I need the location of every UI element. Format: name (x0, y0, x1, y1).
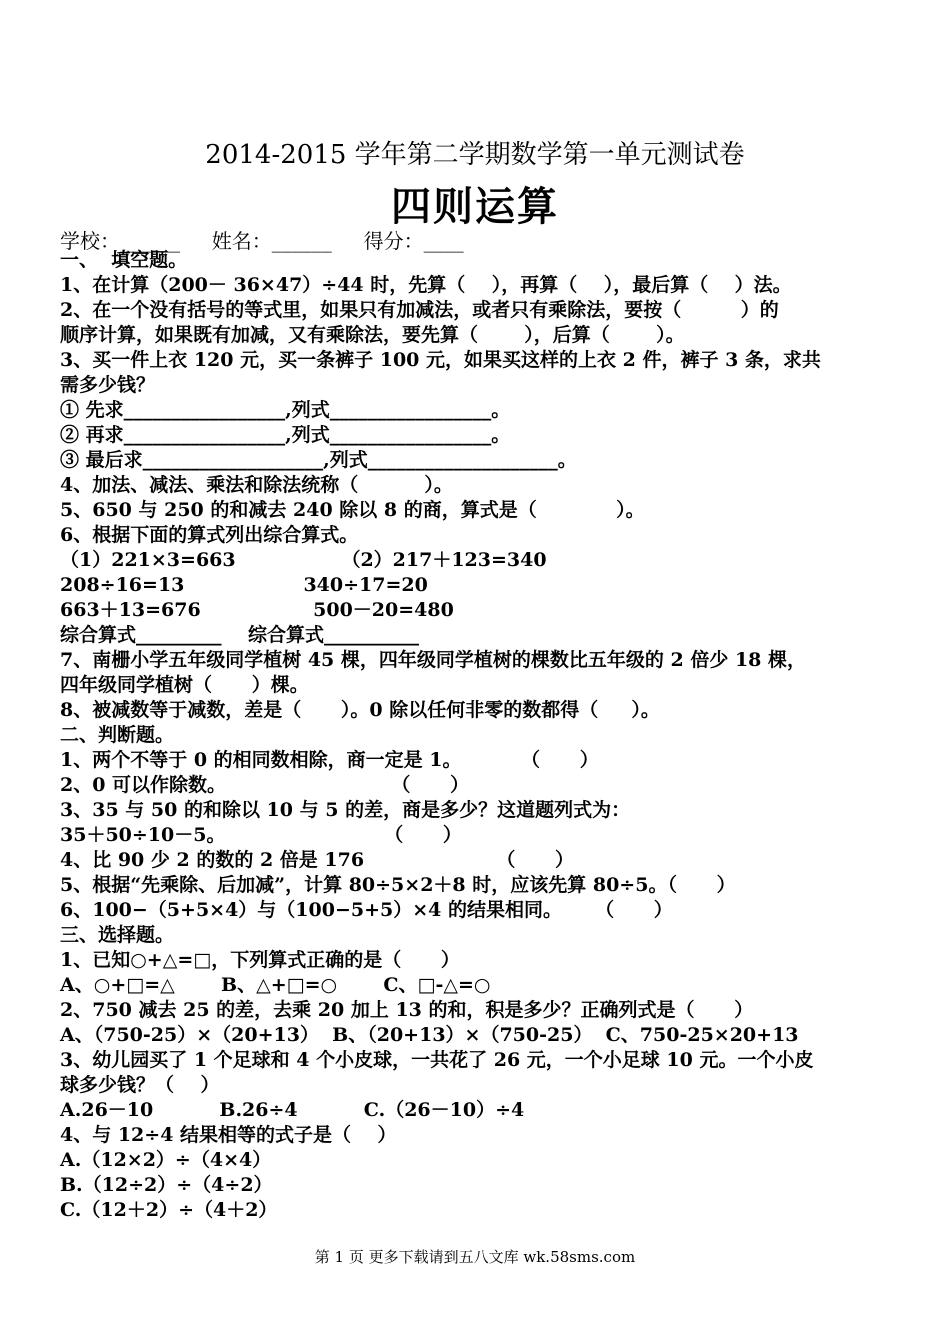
text-line: A、（750-25）×（20+13） B、（20+13）×（750-25） C、750-25×20+13 (60, 1024, 799, 1046)
text-line: 2、在一个没有括号的等式里，如果只有加减法，或者只有乘除法，要按（ ）的 (60, 299, 779, 321)
text-line: 7、南栅小学五年级同学植树 45 棵，四年级同学植树的棵数比五年级的 2 倍少 18 棵， (60, 649, 807, 671)
text-line: ① 先求_________________,列式_________________。 (60, 399, 511, 421)
exam-title: 2014-2015 学年第二学期数学第一单元测试卷 (205, 140, 745, 170)
text-line: 4、比 90 少 2 的数的 2 倍是 176 （ ） (60, 849, 575, 871)
text-line: ② 再求_________________,列式_________________。 (60, 424, 511, 446)
text-line: 6、100−（5+5×4）与（100−5+5）×4 的结果相同。 （ ） (60, 899, 673, 921)
text-line: 6、根据下面的算式列出综合算式。 (60, 524, 359, 546)
text-line: 顺序计算，如果既有加减，又有乘除法，要先算（ ），后算（ ）。 (60, 324, 685, 346)
text-line: 2、750 减去 25 的差，去乘 20 加上 13 的和，积是多少？正确列式是（ ） (60, 999, 754, 1021)
text-line: 三、选择题。 (60, 924, 175, 946)
text-line: 4、加法、减法、乘法和除法统称（ ）。 (60, 474, 453, 496)
text-line: 8、被减数等于减数，差是（ ）。0 除以任何非零的数都得（ ）。 (60, 699, 660, 721)
text-line: 4、与 12÷4 结果相等的式子是（ ） (60, 1124, 397, 1146)
text-line: 1、两个不等于 0 的相同数相除，商一定是 1。 （ ） (60, 749, 599, 771)
text-line: 663＋13=676 500－20=480 (60, 599, 454, 621)
text-line: 1、在计算（200－ 36×47）÷44 时，先算（ ），再算（ ），最后算（ ）法。 (60, 274, 792, 296)
text-line: （1）221×3=663 （2）217＋123=340 (60, 549, 547, 571)
page-footer: 第 1 页 更多下载请到五八文库 wk.58sms.com (314, 1248, 636, 1266)
text-line: B.（12÷2）÷（4÷2） (60, 1174, 273, 1196)
text-line: 二、判断题。 (60, 724, 175, 746)
text-line: 球多少钱？（ ） (60, 1074, 220, 1096)
text-line: 5、根据“先乘除、后加减”，计算 80÷5×2＋8 时，应该先算 80÷5。（ ） (60, 874, 736, 896)
text-line: A.26－10 B.26÷4 C.（26－10）÷4 (60, 1099, 525, 1121)
text-line: 35＋50÷10－5。 （ ） (60, 824, 462, 846)
text-line: 一、 填空题。 (60, 249, 188, 271)
text-line: 5、650 与 250 的和减去 240 除以 8 的商，算式是（ ）。 (60, 499, 645, 521)
text-line: 208÷16=13 340÷17=20 (60, 574, 428, 596)
student-info-line: 学校：______ 姓名：______ 得分：____ (60, 229, 464, 253)
text-line: 3、买一件上衣 120 元，买一条裤子 100 元，如果买这样的上衣 2 件，裤子 3 条，求共 (60, 349, 821, 371)
text-line: C.（12＋2）÷（4＋2） (60, 1199, 278, 1221)
text-line: 2、0 可以作除数。 （ ） (60, 774, 470, 796)
text-line: 3、35 与 50 的和除以 10 与 5 的差，商是多少？这道题列式为： (60, 799, 631, 821)
text-line: ③ 最后求___________________,列式____________________。 (60, 449, 577, 471)
text-line: 需多少钱？ (60, 374, 156, 396)
text-line: A、○+□=△ B、△+□=○ C、□-△=○ (60, 974, 491, 996)
text-line: A.（12×2）÷（4×4） (60, 1149, 272, 1171)
exam-subtitle: 四则运算 (391, 183, 559, 230)
text-line: 3、幼儿园买了 1 个足球和 4 个小皮球，一共花了 26 元，一个小足球 10 元。一个小皮 (60, 1049, 814, 1071)
text-line: 综合算式_________ 综合算式__________ (60, 624, 419, 646)
text-line: 四年级同学植树（ ）棵。 (60, 674, 309, 696)
text-line: 1、已知○+△=□，下列算式正确的是（ ） (60, 949, 460, 971)
